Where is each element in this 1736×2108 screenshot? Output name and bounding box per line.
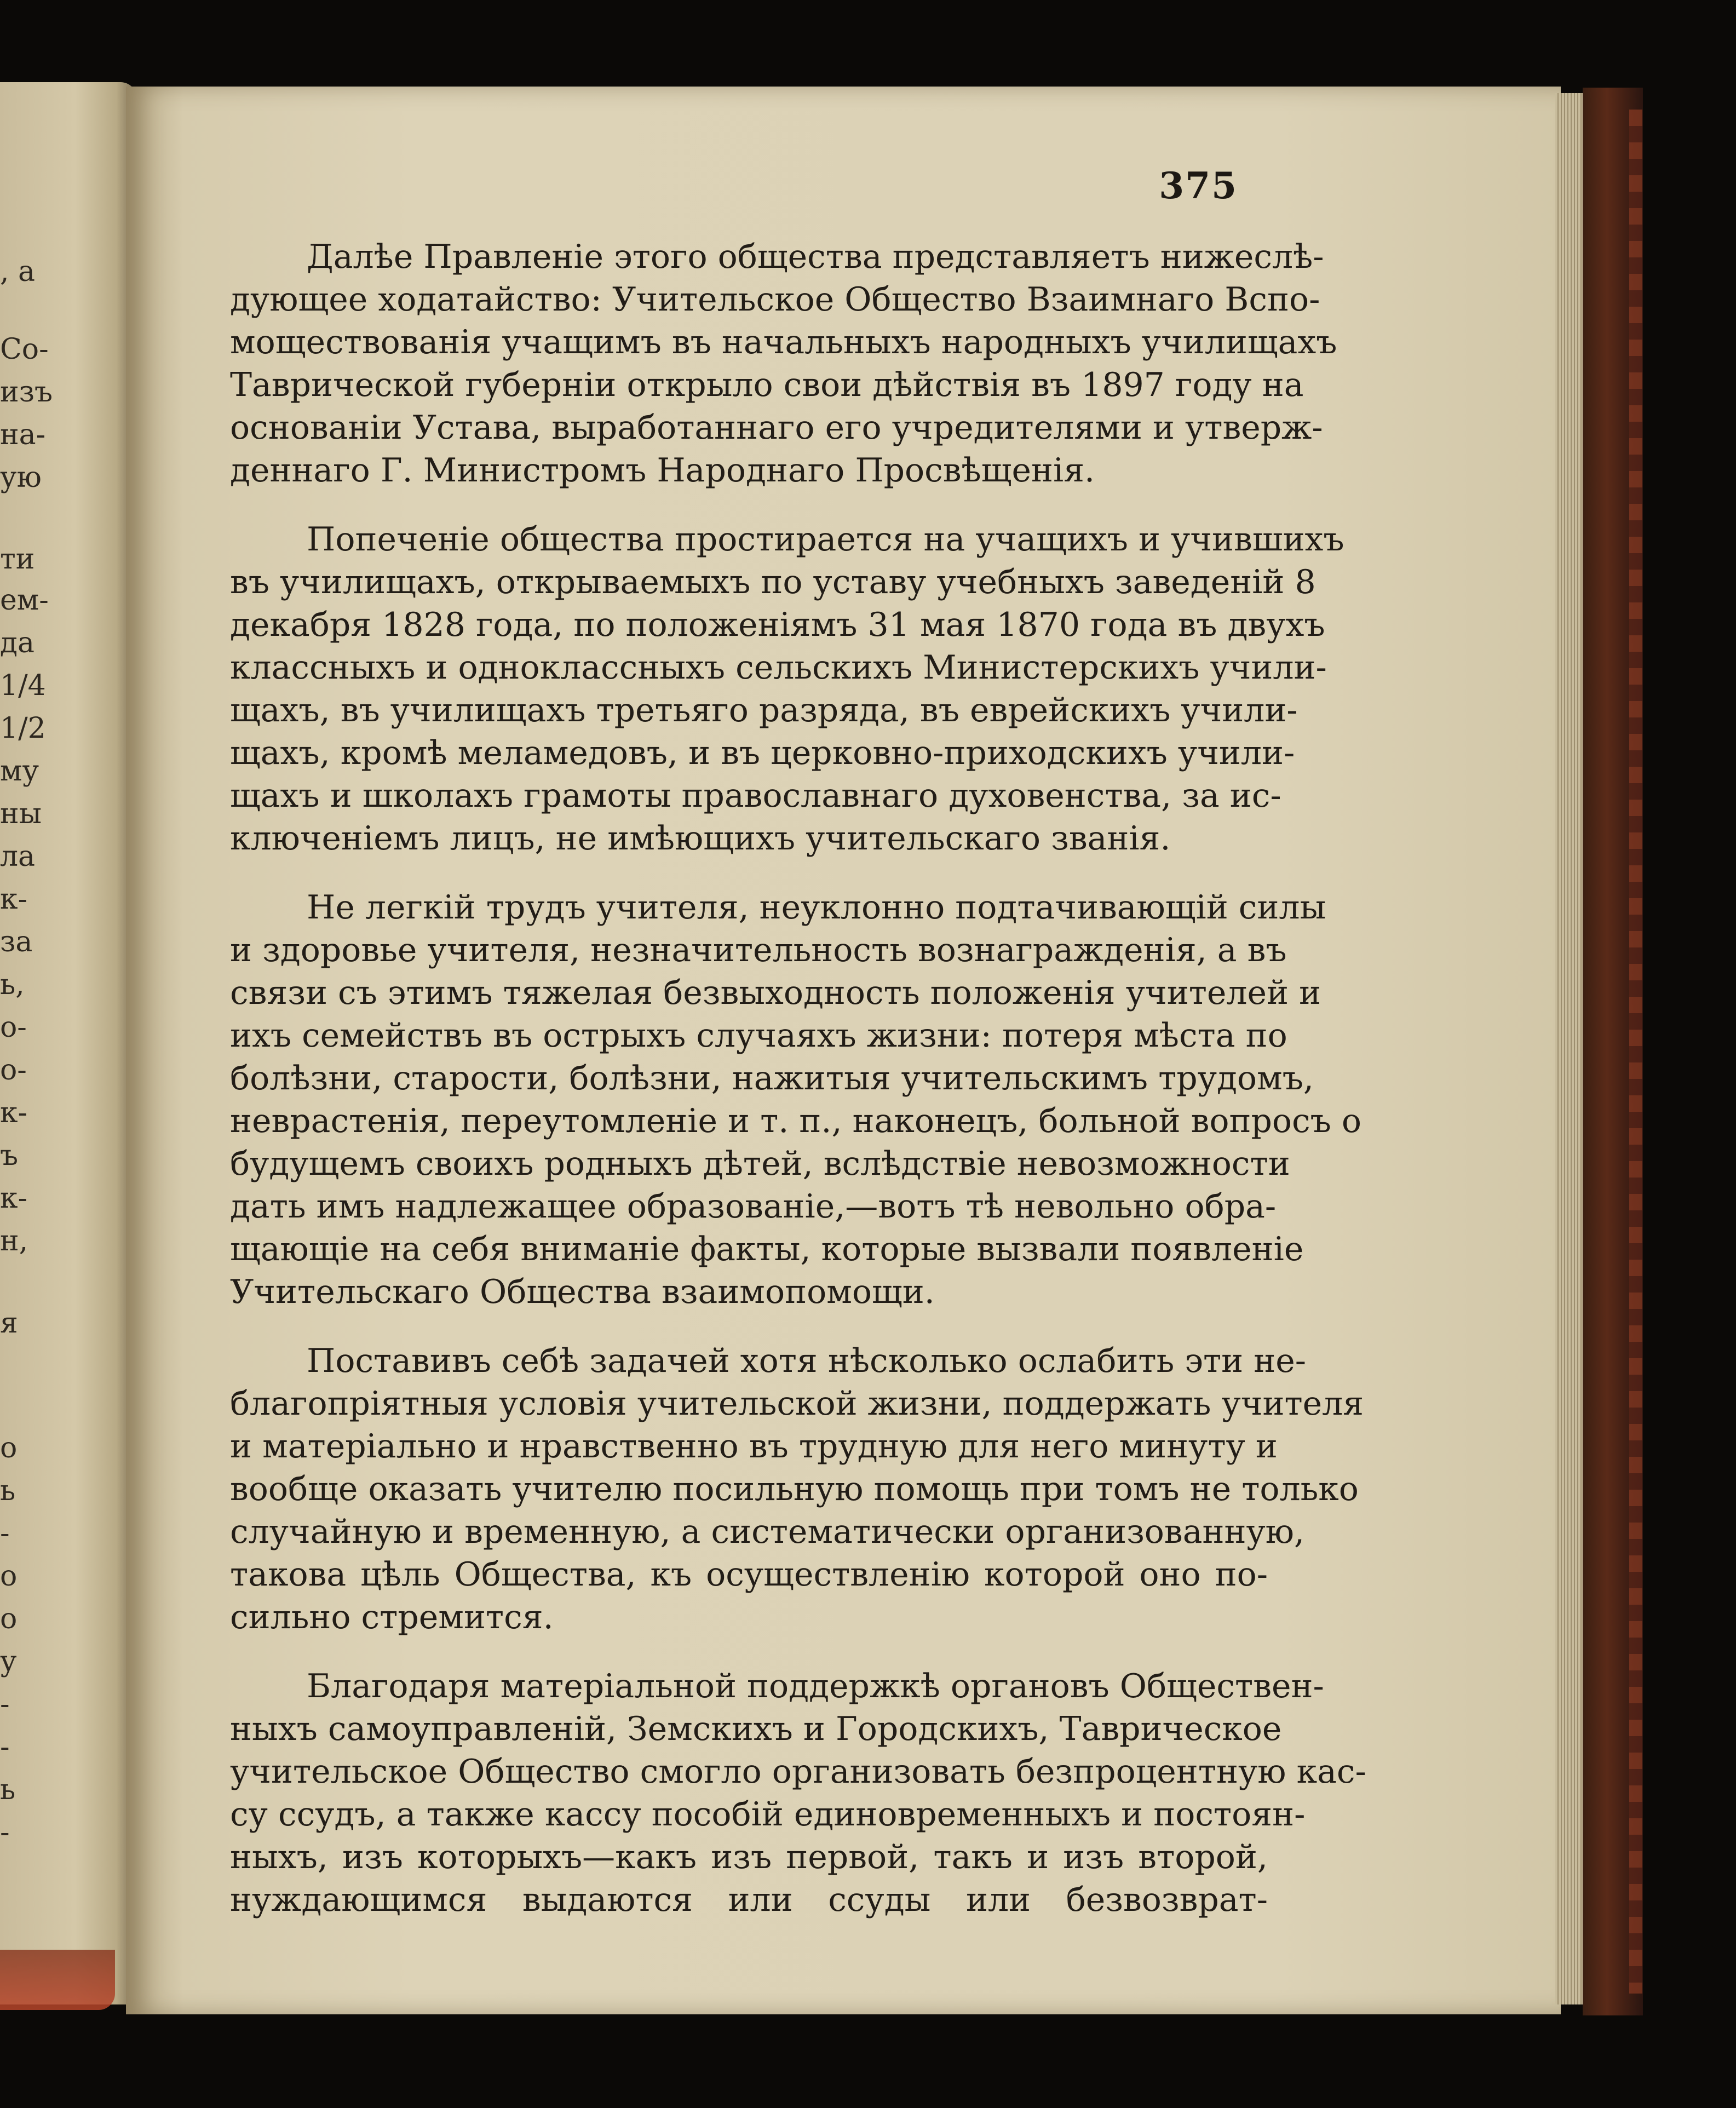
page-stack-edge xyxy=(1555,93,1583,2004)
left-page-fragment: му xyxy=(0,755,39,788)
text-line: связи съ этимъ тяжелая безвыходность положенія учителей и xyxy=(230,974,1321,1012)
left-page-fragment: ти xyxy=(0,543,35,576)
text-line: щахъ, въ училищахъ третьяго разряда, въ еврейскихъ учили- xyxy=(230,691,1298,730)
paragraph xyxy=(230,518,1344,860)
text-line: нуждающимся выдаются или ссуды или безвозврат- xyxy=(230,1881,1268,1919)
left-page-fragment: ла xyxy=(0,840,36,873)
text-line: деннаго Г. Министромъ Народнаго Просвѣщенія. xyxy=(230,451,1095,490)
page-body-text xyxy=(230,236,1366,1948)
left-page-fragment: ую xyxy=(0,461,42,494)
left-page-fragment: 1/4 xyxy=(0,669,46,702)
text-line: классныхъ и одноклассныхъ сельскихъ Министерскихъ учили- xyxy=(230,648,1327,687)
text-line: вообще оказать учителю посильную помощь при томъ не только xyxy=(230,1470,1359,1508)
text-line: Не легкій трудъ учителя, неуклонно подтачивающій силы xyxy=(307,888,1326,927)
text-line: будущемъ своихъ родныхъ дѣтей, вслѣдствіе невозможности xyxy=(230,1145,1290,1183)
left-page-fragment: о- xyxy=(0,1011,27,1044)
left-page-fragment: ъ xyxy=(0,1139,19,1172)
text-line: случайную и временную, а систематически организованную, xyxy=(230,1513,1305,1551)
text-line: Далѣе Правленіе этого общества представляетъ нижеслѣ- xyxy=(307,238,1324,276)
left-page-fragment: ь xyxy=(0,1474,16,1507)
text-line: учительское Общество смогло организовать безпроцентную кас- xyxy=(230,1753,1366,1791)
text-line: Поставивъ себѣ задачей хотя нѣсколько ослабить эти не- xyxy=(307,1342,1306,1380)
text-line: и матеріально и нравственно въ трудную для него минуту и xyxy=(230,1427,1278,1466)
text-line: и здоровье учителя, незначительность вознагражденія, а въ xyxy=(230,931,1287,969)
text-line: щающіе на себя вниманіе факты, которые вызвали появленіе xyxy=(230,1230,1304,1268)
left-page-fragment: ь, xyxy=(0,968,25,1001)
left-page-fragment: к- xyxy=(0,1182,28,1215)
left-page-fragment: у xyxy=(0,1645,17,1678)
spine-marbling xyxy=(1629,110,1642,1994)
left-page-fragment: о xyxy=(0,1432,18,1464)
left-page-fragment: о xyxy=(0,1602,18,1635)
text-line: Благодаря матеріальной поддержкѣ органовъ Обществен- xyxy=(307,1667,1324,1705)
text-line: Попеченіе общества простирается на учащихъ и учившихъ xyxy=(307,520,1344,559)
left-page-fragment: за xyxy=(0,926,33,958)
left-page-fragment: 1/2 xyxy=(0,712,46,745)
page-number: 375 xyxy=(1159,164,1238,207)
text-line: основаніи Устава, выработаннаго его учредителями и утверж- xyxy=(230,409,1323,447)
left-page-fragment: ь xyxy=(0,1773,16,1806)
text-line: благопріятныя условія учительской жизни, поддержать учителя xyxy=(230,1385,1364,1423)
left-page-fragment: - xyxy=(0,1517,10,1550)
left-page-fragment: ны xyxy=(0,797,42,830)
text-line: такова цѣль Общества, къ осуществленію которой оно по- xyxy=(230,1555,1268,1594)
left-page-fragment: да xyxy=(0,627,35,659)
text-line: Таврической губерніи открыло свои дѣйствія въ 1897 году на xyxy=(230,366,1304,404)
left-page-fragment: к- xyxy=(0,1096,28,1129)
left-page-fragment: н, xyxy=(0,1225,28,1257)
left-page-fragment: изъ xyxy=(0,376,53,409)
text-line: ихъ семействъ въ острыхъ случаяхъ жизни: потеря мѣста по xyxy=(230,1016,1287,1055)
left-page-fragment: - xyxy=(0,1688,10,1721)
text-line: моществованія учащимъ въ начальныхъ народныхъ училищахъ xyxy=(230,323,1337,361)
text-line: су ссудъ, а также кассу пособій единовременныхъ и постоян- xyxy=(230,1795,1306,1834)
left-page-fragment: о- xyxy=(0,1054,27,1087)
text-line: неврастенія, переутомленіе и т. п., наконецъ, больной вопросъ о xyxy=(230,1102,1362,1140)
left-page-fragment: о xyxy=(0,1560,18,1593)
text-line: ныхъ, изъ которыхъ—какъ изъ первой, такъ и изъ второй, xyxy=(230,1838,1268,1876)
left-page-fragment: я xyxy=(0,1307,18,1340)
left-page-fragment: на- xyxy=(0,418,46,451)
text-line: болѣзни, старости, болѣзни, нажитыя учительскимъ трудомъ, xyxy=(230,1059,1314,1098)
paragraph xyxy=(230,1665,1366,1921)
text-line: щахъ, кромѣ меламедовъ, и въ церковно-приходскихъ учили- xyxy=(230,734,1295,772)
text-line: щахъ и школахъ грамоты православнаго духовенства, за ис- xyxy=(230,777,1281,815)
text-line: дующее ходатайство: Учительское Общество Взаимнаго Вспо- xyxy=(230,280,1320,319)
left-page-red-edge xyxy=(0,1950,115,2010)
text-line: ключеніемъ лицъ, не имѣющихъ учительскаго званія. xyxy=(230,819,1171,858)
left-page-fragment: - xyxy=(0,1816,10,1849)
left-page-fragment: , a xyxy=(0,255,36,288)
left-page-fragment: - xyxy=(0,1731,10,1764)
text-line: декабря 1828 года, по положеніямъ 31 мая 1870 года въ двухъ xyxy=(230,606,1325,644)
left-page-fragment: Со- xyxy=(0,333,49,366)
paragraph xyxy=(230,886,1362,1313)
left-page-fragment: ем- xyxy=(0,584,49,617)
text-line: дать имъ надлежащее образованіе,—вотъ тѣ невольно обра- xyxy=(230,1187,1277,1226)
left-page-fragment: к- xyxy=(0,883,28,916)
text-line: сильно стремится. xyxy=(230,1598,554,1636)
paragraph xyxy=(230,236,1337,492)
text-line: ныхъ самоуправленій, Земскихъ и Городскихъ, Таврическое xyxy=(230,1710,1282,1748)
text-line: въ училищахъ, открываемыхъ по уставу учебныхъ заведеній 8 xyxy=(230,563,1316,601)
text-line: Учительскаго Общества взаимопомощи. xyxy=(230,1273,935,1311)
paragraph xyxy=(230,1340,1364,1639)
